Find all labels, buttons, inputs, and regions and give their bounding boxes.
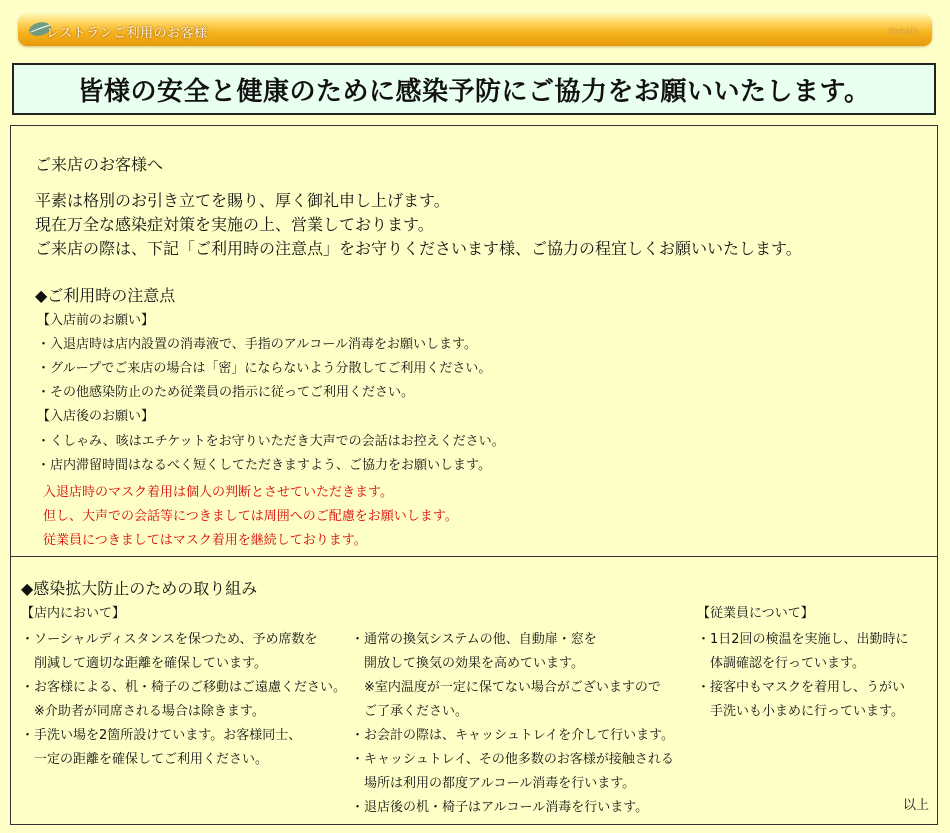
main-banner: [12, 63, 936, 115]
usage-notes-title: ◆ご利用時の注意点: [35, 286, 176, 305]
banner-text: 皆様の安全と健康のために感染予防にご協力をお願いいたします。: [77, 76, 871, 107]
ventilation-measure-line: 開放して換気の効果を高めています。: [351, 656, 584, 671]
ventilation-measure-line: ・お会計の際は、キャッシュトレイを介して行います。: [351, 728, 675, 743]
store-measure-line: ・手洗い場を2箇所設けています。お客様同士、: [21, 728, 302, 743]
store-measure-line: ・お客様による、机・椅子のご移動はご遠慮ください。: [21, 680, 347, 695]
store-measures-heading: 【店内において】: [21, 606, 126, 621]
ventilation-measure-line: ・キャッシュトレイ、その他多数のお客様が接触される: [351, 752, 674, 767]
closing-mark: 以上: [902, 798, 929, 813]
staff-measure-line: 手洗いも小まめに行っています。: [697, 704, 904, 719]
intro-line: 平素は格別のお引き立てを賜り、厚く御礼申し上げます。: [35, 191, 450, 210]
content-panel: [10, 125, 938, 825]
after-entry-heading: 【入店後のお願い】: [37, 409, 155, 424]
ventilation-measure-line: 場所は利用の都度アルコール消毒を行います。: [351, 776, 636, 791]
mask-note: 但し、大声での会話等につきましては周囲へのご配慮をお願いします。: [43, 509, 458, 524]
ventilation-measure-line: ※室内温度が一定に保てない場合がございますので: [351, 680, 661, 695]
ventilation-measure-line: ・退店後の机・椅子はアルコール消毒を行います。: [351, 800, 649, 815]
before-entry-item: ・その他感染防止のため従業員の指示に従ってご利用ください。: [37, 385, 415, 400]
after-entry-item: ・店内滞留時間はなるべく短くしてただきますよう、ご協力をお願いします。: [37, 458, 491, 473]
header-brand: meals: [887, 26, 918, 37]
store-measure-line: ・ソーシャルディスタンスを保つため、予め席数を: [21, 632, 318, 647]
before-entry-heading: 【入店前のお願い】: [37, 313, 155, 328]
before-entry-item: ・グループでご来店の場合は「密」にならないよう分散してご利用ください。: [37, 361, 492, 376]
staff-measure-line: 体調確認を行っています。: [697, 656, 865, 671]
section-divider: [11, 556, 937, 557]
measures-title: ◆感染拡大防止のための取り組み: [21, 579, 258, 598]
staff-measure-line: ・接客中もマスクを着用し、うがい: [697, 680, 906, 695]
store-measure-line: 削減して適切な距離を確保しています。: [21, 656, 267, 671]
header-bar: [18, 14, 932, 46]
staff-measures-heading: 【従業員について】: [697, 606, 814, 621]
header-title: レストランご利用のお客様: [46, 26, 208, 41]
ventilation-measure-line: ・通常の換気システムの他、自動扉・窓を: [351, 632, 597, 647]
mask-note: 入退店時のマスク着用は個人の判断とさせていただきます。: [43, 485, 393, 500]
store-measure-line: 一定の距離を確保してご利用ください。: [21, 752, 269, 767]
greeting: ご来店のお客様へ: [35, 155, 164, 174]
intro-line: 現在万全な感染症対策を実施の上、営業しております。: [35, 215, 434, 234]
ventilation-measure-line: ご了承ください。: [351, 704, 469, 719]
after-entry-item: ・くしゃみ、咳はエチケットをお守りいただき大声での会話はお控えください。: [37, 434, 505, 449]
store-measure-line: ※介助者が同席される場合は除きます。: [21, 704, 265, 719]
before-entry-item: ・入退店時は店内設置の消毒液で、手指のアルコール消毒をお願いします。: [37, 337, 477, 352]
intro-line: ご来店の際は、下記「ご利用時の注意点」をお守りくださいます様、ご協力の程宜しくお願いいたします。: [35, 239, 802, 258]
mask-note: 従業員につきましてはマスク着用を継続しております。: [43, 533, 367, 548]
staff-measure-line: ・1日2回の検温を実施し、出勤時に: [697, 632, 909, 647]
